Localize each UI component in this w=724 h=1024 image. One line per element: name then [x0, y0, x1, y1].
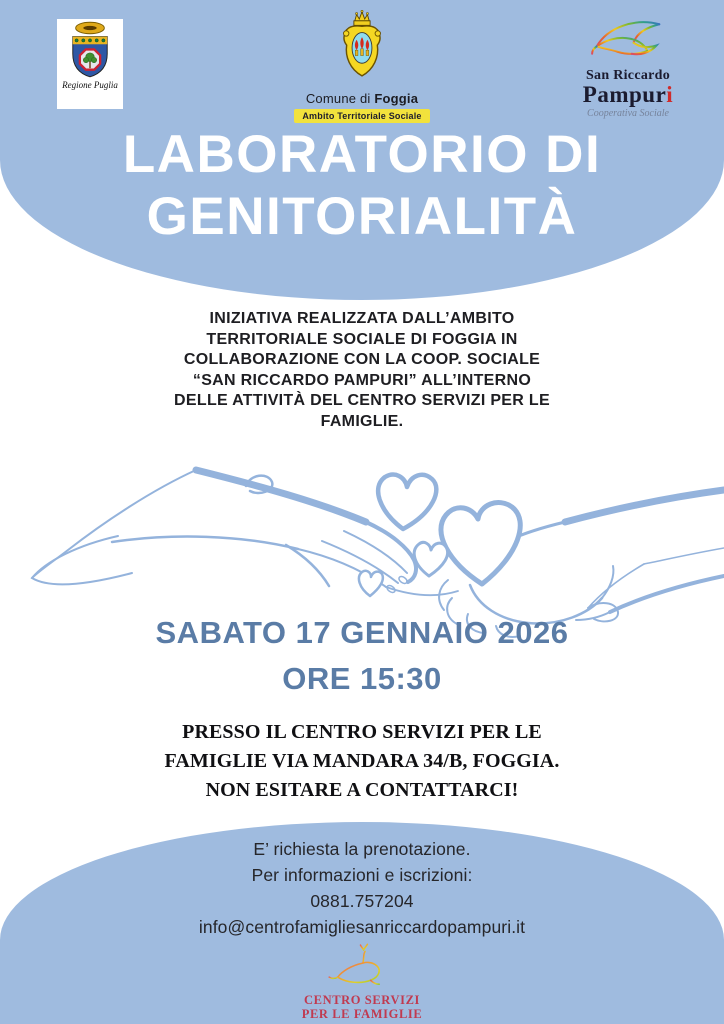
- venue-address: [0, 718, 724, 805]
- poster-title-line1: LABORATORIO DI: [122, 125, 602, 184]
- intro-line: DELLE ATTIVITÀ DEL CENTRO SERVIZI PER LE: [174, 392, 550, 409]
- centro-servizi-label-line1: CENTRO SERVIZI: [304, 993, 420, 1007]
- footer-background: [0, 822, 724, 1024]
- san-riccardo-pampuri-logo: [556, 16, 700, 119]
- email-address: info@centrofamigliesanriccardopampuri.it: [198, 917, 526, 937]
- intro-line: COLLABORAZIONE CON LA COOP. SOCIALE: [183, 351, 541, 368]
- poster-title-line2: GENITORIALITÀ: [146, 187, 578, 246]
- pampuri-label-line3: Cooperativa Sociale: [587, 108, 669, 119]
- centro-servizi-label: [0, 994, 724, 1021]
- venue-line: FAMIGLIE VIA MANDARA 34/B, FOGGIA.: [164, 750, 560, 772]
- pampuri-label-line2: [556, 84, 700, 106]
- hands-reaching-illustration: [0, 430, 724, 640]
- intro-line: FAMIGLIE.: [320, 412, 404, 430]
- intro-paragraph: [112, 309, 612, 432]
- comune-foggia-label-bold: Foggia: [374, 91, 419, 106]
- pampuri-label-line2-text: Pampur: [582, 82, 667, 107]
- event-time-line: ORE 15:30: [282, 661, 442, 696]
- intro-line: TERRITORIALE SOCIALE DI FOGGIA IN: [206, 330, 518, 348]
- centro-servizi-label-line2: PER LE FAMIGLIE: [301, 1006, 423, 1021]
- venue-line: PRESSO IL CENTRO SERVIZI PER LE: [182, 721, 542, 743]
- comune-foggia-label-prefix: Comune di: [305, 91, 375, 106]
- centro-servizi-figure-icon: [318, 942, 406, 992]
- pampuri-dove-icon: [588, 16, 668, 62]
- ambito-territoriale-badge: Ambito Territoriale Sociale: [294, 109, 429, 123]
- intro-line: “SAN RICCARDO PAMPURI” ALL’INTERNO: [192, 371, 532, 389]
- venue-line: NON ESITARE A CONTATTARCI!: [205, 779, 519, 801]
- regione-puglia-label: Regione Puglia: [62, 80, 118, 90]
- event-date-line: SABATO 17 GENNAIO 2026: [155, 615, 569, 650]
- poster-title: [0, 124, 724, 248]
- phone-number: 0881.757204: [310, 891, 414, 911]
- booking-instruction: Per informazioni e iscrizioni:: [251, 865, 473, 885]
- pampuri-label-line1: San Riccardo: [585, 68, 671, 83]
- comune-foggia-crest-icon: [333, 10, 391, 84]
- booking-note: E’ richiesta la prenotazione.: [253, 839, 471, 859]
- intro-line: INIZIATIVA REALIZZATA DALL’AMBITO: [209, 310, 515, 327]
- pampuri-label-line2-accent: i: [666, 82, 674, 107]
- event-date: [0, 610, 724, 702]
- booking-info: [0, 822, 724, 940]
